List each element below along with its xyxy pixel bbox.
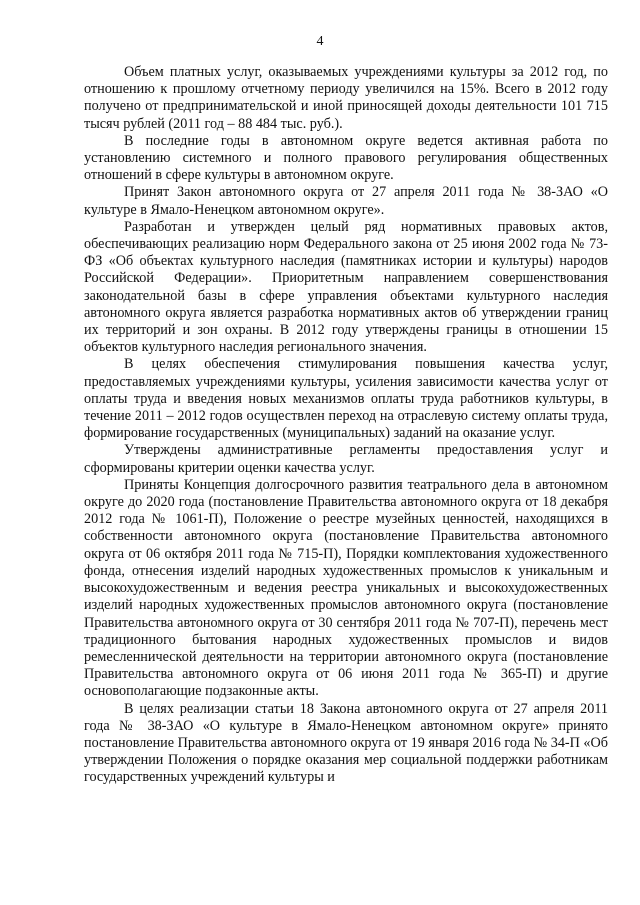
body-text — [84, 64, 608, 787]
paragraph-regulations: Утверждены административные регламенты предоставления услуг и сформированы критерии оценки качества услуг. — [84, 442, 608, 476]
paragraph-service-quality: В целях обеспечения стимулирования повышения качества услуг, предоставляемых учреждениями культуры, усиления зависимости качества услуг от оплаты труда и введения новых механизмов оплаты труда работников культуры, в течение 2011 – 2012 годов осуществлен переход на отраслевую систему оплаты труда, формирование государственных (муниципальных) заданий на оказание услуг. — [84, 356, 608, 442]
paragraph-culture-law: Принят Закон автономного округа от 27 апреля 2011 года № 38-ЗАО «О культуре в Ямало-Ненецком автономном округе». — [84, 184, 608, 218]
paragraph-heritage-acts: Разработан и утвержден целый ряд нормативных правовых актов, обеспечивающих реализацию норм Федерального закона от 25 июня 2002 года № 73-ФЗ «Об объектах культурного наследия (памятниках истории и культуры) народов Российской Федерации». Приоритетным направлением совершенствования законодательной базы в сфере управления объектами культурного наследия автономного округа является разработка нормативных актов об утверждении границ их территорий и зон охраны. В 2012 году утверждены границы в отношении 15 объектов культурного наследия регионального значения. — [84, 218, 608, 356]
page-number: 4 — [316, 34, 324, 49]
paragraph-paid-services: Объем платных услуг, оказываемых учреждениями культуры за 2012 год, по отношению к прошлому отчетному периоду увеличился на 15%. Всего в 2012 году получено от предпринимательской и иной приносящей доходы деятельности 101 715 тысяч рублей (2011 год – 88 484 тыс. руб.). — [84, 64, 608, 132]
paragraph-legal-regulation: В последние годы в автономном округе ведется активная работа по установлению системного и полного правового регулирования общественных отношений в сфере культуры в автономном округе. — [84, 132, 608, 184]
paragraph-social-support: В целях реализации статьи 18 Закона автономного округа от 27 апреля 2011 года № 38-ЗАО «О культуре в Ямало-Ненецком автономном округе» принято постановление Правительства автономного округа от 19 января 2016 года № 34-П «Об утверждении Положения о порядке оказания мер социальной поддержки работникам государственных учреждений культуры и — [84, 700, 608, 786]
paragraph-concepts-adopted: Приняты Концепция долгосрочного развития театрального дела в автономном округе до 2020 года (постановление Правительства автономного округа от 18 декабря 2012 года № 1061-П), Положение о реестре музейных ценностей, находящихся в собственности автономного округа (постановление Правительства автономного округа от 06 октября 2011 года № 715-П), Порядки комплектования художественного фонда, отнесения изделий народных художественных промыслов к уникальным и высокохудожественным и ведения реестра уникальных и высокохудожественных изделий народных художественных промыслов автономного округа (постановление Правительства автономного округа от 30 сентября 2011 года № 707-П), перечень мест традиционного бытования народных художественных промыслов и видов ремесленнической деятельности на территории автономного округа (постановление Правительства автономного округа от 06 июня 2011 года № 365-П) и другие основополагающие подзаконные акты. — [84, 476, 608, 700]
